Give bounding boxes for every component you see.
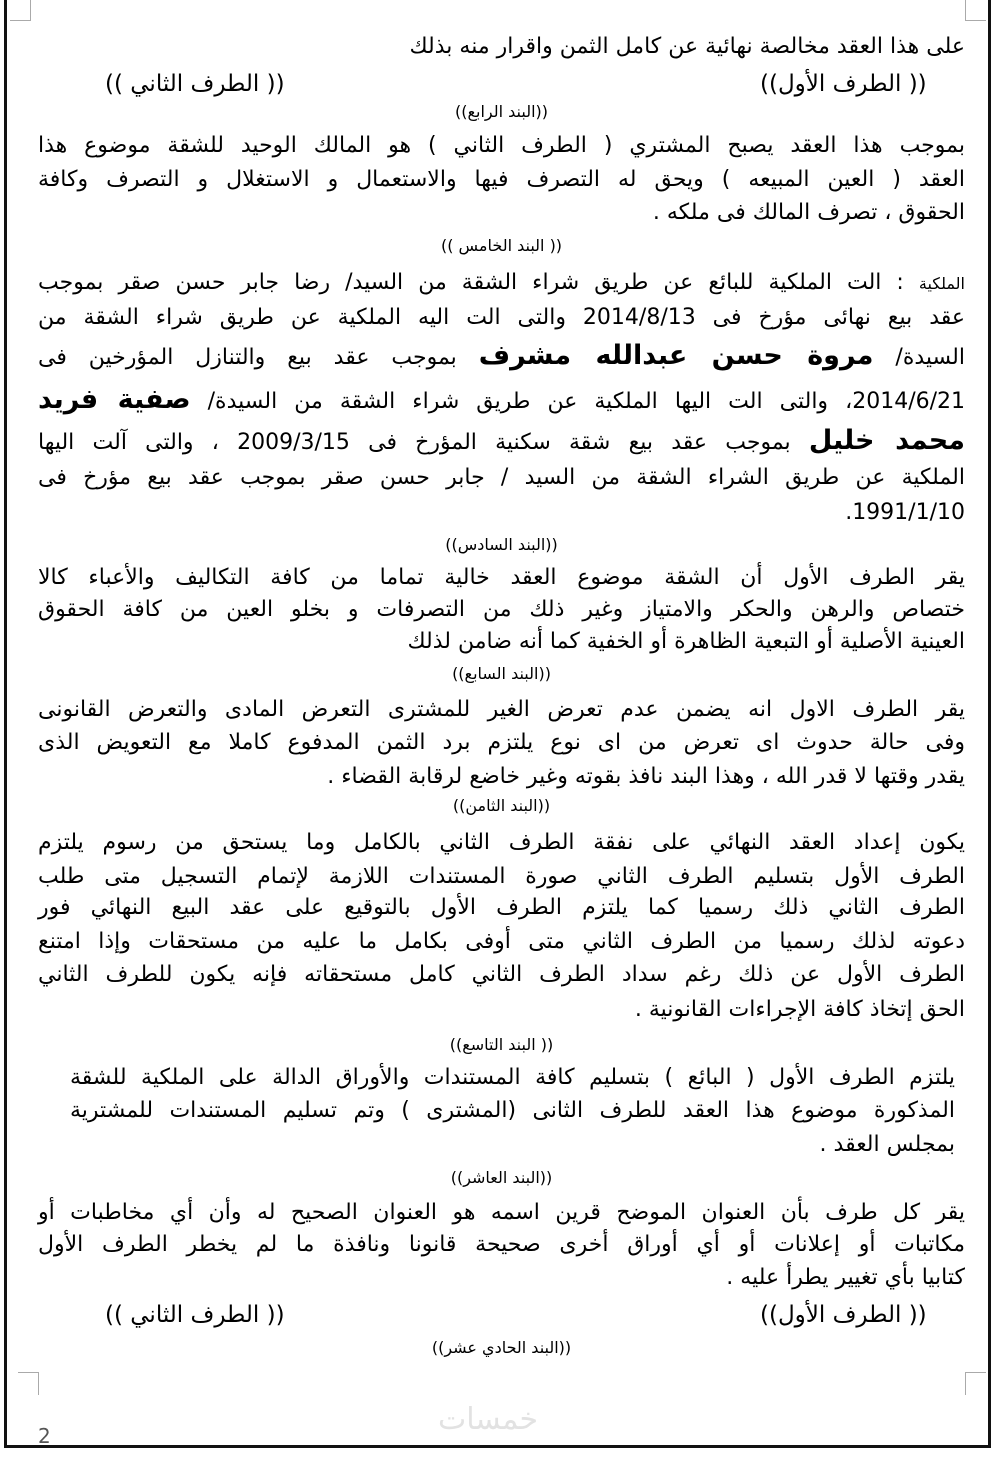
crop-mark-bottom-left — [18, 1372, 39, 1395]
text-segment: الطرف الأول عن ذلك رغم سداد الطرف الثاني كامل مستحقاته فإنه يكون للطرف الثاني — [38, 962, 965, 987]
clause-heading: ((البند الثامن)) — [452, 796, 551, 815]
clause-line — [38, 561, 965, 595]
text-segment: الحق إتخاذ كافة الإجراءات القانونية . — [634, 997, 965, 1022]
clause-line — [38, 925, 965, 959]
text-segment: المذكورة موضوع هذا العقد للطرف الثانى (المشترى ) وتم تسليم المستندات للمشترية — [70, 1098, 955, 1123]
clause-line — [38, 1228, 965, 1262]
clause-line — [70, 1128, 955, 1162]
clause-line — [38, 726, 965, 760]
clause-line — [38, 496, 965, 530]
text-segment: الطرف الثاني ذلك رسميا كما يلتزم الطرف الأول بالتوقيع على عقد البيع النهائي فور — [38, 895, 965, 920]
text-segment: الطرف الأول بتسليم الطرف الثاني صورة المستندات اللازمة لإتمام التسجيل متى طلب — [38, 864, 965, 889]
text-segment: يكون إعداد العقد النهائي على نفقة الطرف الثاني بالكامل وما يستحق من رسوم يلتزم — [38, 830, 965, 855]
clause-heading: ((البند الحادي عشر)) — [431, 1338, 572, 1357]
clause-line — [38, 461, 965, 495]
text-segment: الملكية عن طريق الشراء الشقة من السيد / جابر حسن صقر بموجب عقد بيع مؤرخ فى — [38, 465, 965, 490]
crop-mark-top-left — [10, 0, 31, 21]
intro-line: على هذا العقد مخالصة نهائية عن كامل الثمن واقرار منه بذلك — [409, 34, 965, 59]
watermark-logo: خمسات — [438, 1402, 539, 1437]
text-segment: يقر كل طرف بأن العنوان الموضح قرين اسمه هو العنوان الصحيح له وأن أي مخاطبات أو — [38, 1200, 965, 1225]
text-segment: يلتزم الطرف الأول ( البائع ) بتسليم كافة المستندات والأوراق الدالة على الملكية للشقة — [70, 1065, 955, 1090]
clause-line — [38, 129, 965, 163]
clause-heading: (( البند التاسع)) — [449, 1035, 554, 1054]
clause-line — [38, 993, 965, 1027]
clause-line — [38, 958, 965, 992]
clause-line — [38, 1196, 965, 1230]
clause-heading: ((البند السادس)) — [445, 535, 558, 554]
text-segment: العقد ( العين المبيعه ) ويحق له التصرف فيها والاستعمال و الاستغلال و التصرف وكافة — [38, 167, 965, 192]
text-segment: كتابيا بأي تغيير يطرأ عليه . — [726, 1265, 965, 1290]
signature-first-party-bottom: (( الطرف الأول)) — [760, 1302, 927, 1328]
signature-second-party-bottom: (( الطرف الثاني )) — [105, 1302, 285, 1328]
clause-line — [38, 891, 965, 925]
party-name: مروة حسن عبدالله مشرف — [478, 340, 874, 371]
text-segment: 1991/1/10. — [845, 500, 965, 525]
clause-line — [38, 424, 965, 460]
clause-line — [70, 1061, 955, 1095]
text-segment: يقر الطرف الاول انه يضمن عدم تعرض الغير للمشترى التعرض المادى والتعرض القانونى — [38, 697, 965, 722]
text-segment: بمجلس العقد . — [819, 1132, 955, 1157]
page-number: 2 — [38, 1424, 51, 1448]
clause-line — [70, 1094, 955, 1128]
clause-heading: (( البند الخامس )) — [440, 236, 563, 255]
crop-mark-bottom-right — [965, 1372, 986, 1395]
text-segment: بموجب عقد بيع شقة سكنية المؤرخ فى 2009/3/15 ، والتى آلت اليها — [38, 430, 809, 455]
party-name: صفية فريد — [38, 384, 191, 415]
clause-heading: ((البند السابع)) — [452, 664, 551, 683]
clause-line — [38, 163, 965, 197]
text-segment: العينية الأصلية أو التبعية الظاهرة أو الخفية كما أنه ضامن لذلك — [407, 629, 965, 654]
text-segment: دعوته لذلك رسميا من الطرف الثاني متى أوفى بكامل ما عليه من مستحقات وإذا امتنع — [38, 929, 965, 954]
clause-heading: ((البند العاشر)) — [450, 1168, 553, 1187]
text-segment: ختصاص والرهن والحكر والامتياز وغير ذلك من التصرفات و بخلو العين من كافة الحقوق — [38, 597, 965, 622]
text-segment: يقر الطرف الأول أن الشقة موضوع العقد خالية تماما من كافة التكاليف والأعباء كالا — [38, 565, 965, 590]
party-name: محمد خليل — [808, 425, 965, 456]
text-segment: عقد بيع نهائى مؤرخ فى 2014/8/13 والتى الت اليه الملكية عن طريق شراء الشقة من — [38, 305, 965, 330]
clause-line — [38, 593, 965, 627]
clause-line — [38, 860, 965, 894]
clause-heading: ((البند الرابع)) — [455, 102, 548, 121]
text-segment: 2014/6/21، والتى الت اليها الملكية عن طريق شراء الشقة من السيدة/ — [190, 389, 966, 414]
crop-mark-top-right — [965, 0, 986, 21]
text-segment: يقدر وقتها لا قدر الله ، وهذا البند نافذ بقوته وغير خاضع لرقابة القضاء . — [327, 764, 965, 789]
clause-line — [38, 826, 965, 860]
text-segment: : الت الملكية للبائع عن طريق شراء الشقة من السيد/ رضا جابر حسن صقر بموجب — [38, 270, 919, 295]
clause-line — [38, 1261, 965, 1295]
signature-first-party: (( الطرف الأول)) — [760, 71, 927, 97]
text-segment: السيدة/ — [873, 345, 965, 370]
text-segment: بموجب عقد بيع والتنازل المؤرخين فى — [38, 345, 479, 370]
clause-line — [38, 625, 965, 659]
clause-line — [38, 339, 965, 375]
clause-line — [38, 383, 965, 419]
clause-line — [38, 301, 965, 335]
text-segment: الحقوق ، تصرف المالك فى ملكه . — [652, 200, 965, 225]
clause-line — [38, 693, 965, 727]
signature-second-party: (( الطرف الثاني )) — [105, 71, 285, 97]
clause-line — [38, 266, 965, 301]
clause-line — [38, 196, 965, 230]
text-segment: مكاتبات أو إعلانات أو أي أوراق أخرى صحيحة قانونا ونافذة ما لم يخطر الطرف الأول — [38, 1232, 965, 1257]
text-segment: بموجب هذا العقد يصبح المشتري ( الطرف الثاني ) هو المالك الوحيد للشقة موضوع هذا — [38, 133, 965, 158]
label-text: الملكية — [918, 274, 965, 293]
text-segment: وفى حالة حدوث اى تعرض من اى نوع يلتزم برد الثمن المدفوع كاملا مع التعويض الذى — [38, 730, 965, 755]
